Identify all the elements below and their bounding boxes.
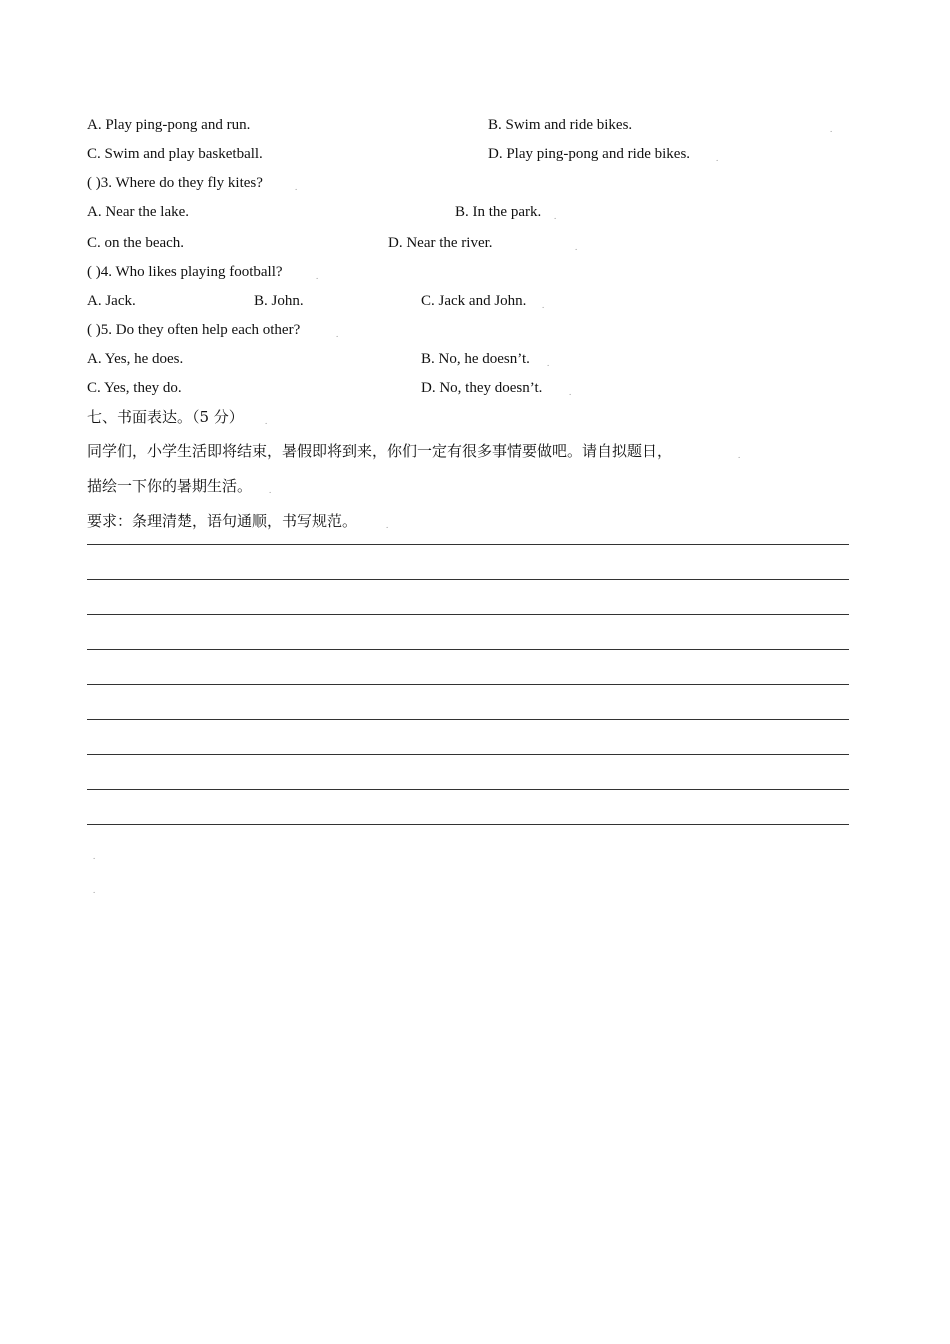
- writing-line[interactable]: [87, 719, 849, 720]
- q5-option-a: A. Yes, he does.: [87, 351, 184, 367]
- q2-option-a: A. Play ping-pong and run.: [87, 117, 251, 133]
- writing-line[interactable]: [87, 754, 849, 755]
- q4-option-c: C. Jack and John.: [421, 293, 527, 309]
- writing-requirement: 要求：条理清楚，语句通顺，书写规范。: [87, 512, 358, 530]
- writing-prompt-line-1: 同学们，小学生活即将结束，暑假即将到来，你们一定有很多事情要做吧。请自拟题日，: [87, 442, 673, 460]
- writing-line[interactable]: [87, 649, 849, 650]
- q5-option-c: C. Yes, they do.: [87, 380, 182, 396]
- section-heading-writing: 七、书面表达。（5 分）: [87, 408, 244, 426]
- q5-question: ( )5. Do they often help each other?: [87, 322, 301, 338]
- paragraph-mark: .: [93, 851, 96, 861]
- paragraph-mark: .: [738, 450, 741, 460]
- q2-option-c: C. Swim and play basketball.: [87, 146, 263, 162]
- q3-option-b: B. In the park.: [455, 204, 542, 220]
- writing-line[interactable]: [87, 544, 849, 545]
- q4-option-a: A. Jack.: [87, 293, 136, 309]
- paragraph-mark: .: [569, 387, 572, 397]
- paragraph-mark: .: [93, 885, 96, 895]
- q5-option-d: D. No, they doesn’t.: [421, 380, 543, 396]
- paragraph-mark: .: [554, 211, 557, 221]
- writing-line[interactable]: [87, 684, 849, 685]
- paragraph-mark: .: [547, 358, 550, 368]
- writing-line[interactable]: [87, 789, 849, 790]
- paragraph-mark: .: [265, 416, 268, 426]
- q2-option-b: B. Swim and ride bikes.: [488, 117, 633, 133]
- paragraph-mark: .: [575, 242, 578, 252]
- q3-option-c: C. on the beach.: [87, 235, 185, 251]
- q2-option-d: D. Play ping-pong and ride bikes.: [488, 146, 691, 162]
- q3-option-a: A. Near the lake.: [87, 204, 190, 220]
- paragraph-mark: .: [716, 153, 719, 163]
- paragraph-mark: .: [295, 182, 298, 192]
- q4-question: ( )4. Who likes playing football?: [87, 264, 283, 280]
- paragraph-mark: .: [316, 271, 319, 281]
- paragraph-mark: .: [542, 300, 545, 310]
- writing-line[interactable]: [87, 614, 849, 615]
- q3-question: ( )3. Where do they fly kites?: [87, 175, 263, 191]
- writing-line[interactable]: [87, 579, 849, 580]
- q3-option-d: D. Near the river.: [388, 235, 493, 251]
- paragraph-mark: .: [336, 329, 339, 339]
- paragraph-mark: .: [269, 485, 272, 495]
- paragraph-mark: .: [386, 520, 389, 530]
- paragraph-mark: .: [830, 124, 833, 134]
- q4-option-b: B. John.: [254, 293, 304, 309]
- writing-prompt-line-2: 描绘一下你的暑期生活。: [87, 477, 253, 495]
- q5-option-b: B. No, he doesn’t.: [421, 351, 530, 367]
- writing-line[interactable]: [87, 824, 849, 825]
